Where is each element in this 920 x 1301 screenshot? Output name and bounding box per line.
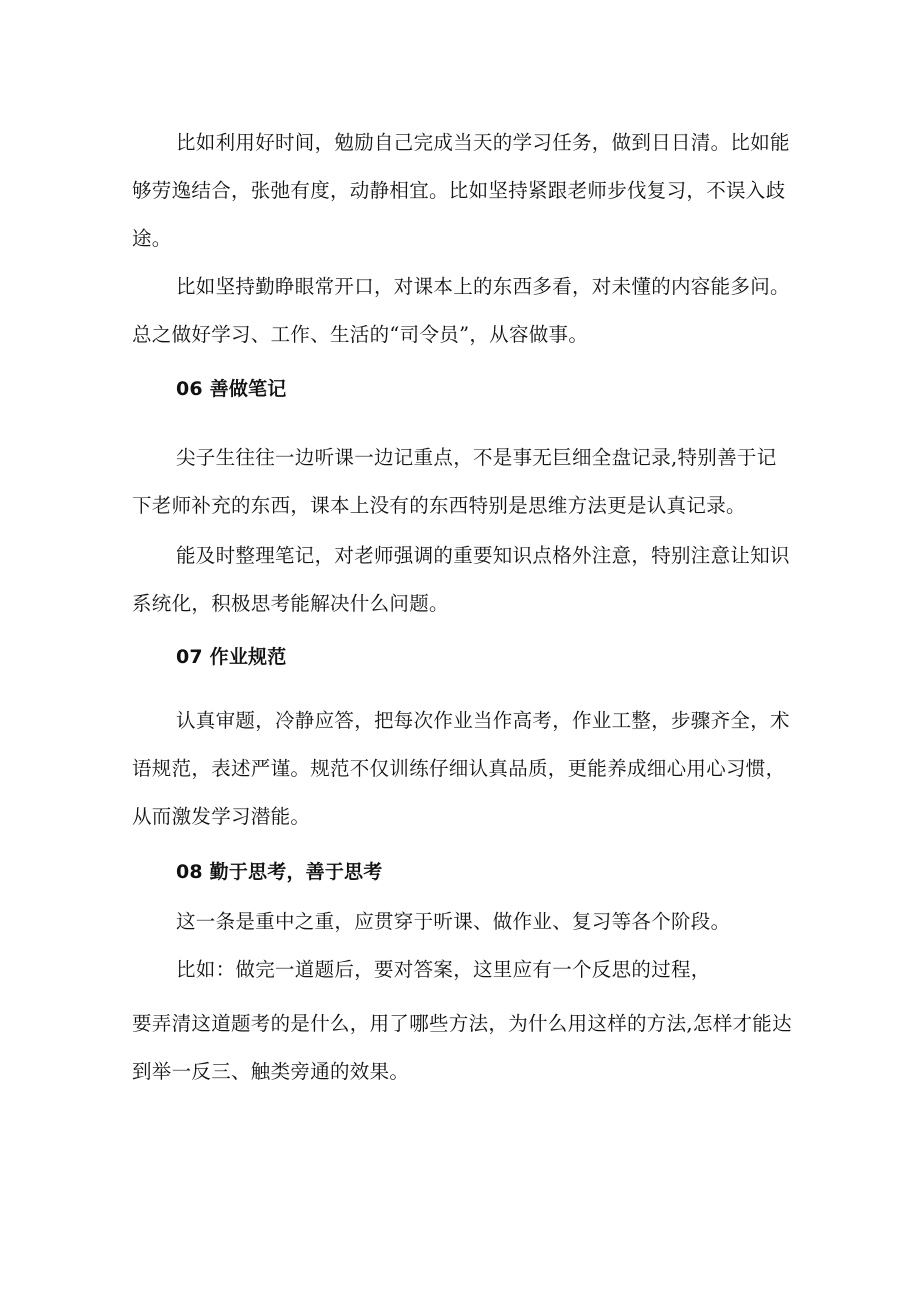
intro-paragraph-2-block xyxy=(132,263,794,359)
intro-paragraph-2: 比如坚持勤睁眼常开口，对课本上的东西多看，对未懂的内容能多问。总之做好学习、工作、生活的“司令员”，从容做事。 xyxy=(132,275,790,346)
section-08-paragraph-1: 这一条是重中之重，应贯穿于听课、做作业、复习等各个阶段。 xyxy=(176,910,731,933)
section-06-paragraph-1: 尖子生往往一边听课一边记重点，不是事无巨细全盘记录,特别善于记下老师补充的东西，课本上没有的东西特别是思维方法更是认真记录。 xyxy=(132,446,777,517)
section-06-paragraph-2-block xyxy=(132,532,794,628)
section-08-paragraph-3: 要弄清这道题考的是什么，用了哪些方法，为什么用这样的方法,怎样才能达到举一反三、触类旁通的效果。 xyxy=(132,1012,792,1083)
section-07-paragraph-1: 认真审题，冷静应答，把每次作业当作高考，作业工整，步骤齐全，术语规范，表述严谨。规范不仅训练仔细认真品质，更能养成细心用心习惯，从而激发学习潜能。 xyxy=(132,709,790,828)
section-06-paragraph-2: 能及时整理笔记，对老师强调的重要知识点格外注意，特别注意让知识系统化，积极思考能解决什么问题。 xyxy=(132,544,790,615)
section-08-paragraph-3-block xyxy=(132,1000,794,1096)
section-08-paragraph-2-block xyxy=(132,946,794,994)
heading-06: 06 善做笔记 xyxy=(176,378,287,400)
section-08-paragraph-2: 比如：做完一道题后，要对答案，这里应有一个反思的过程， xyxy=(176,958,711,981)
intro-paragraph-1: 比如利用好时间，勉励自己完成当天的学习任务，做到日日清。比如能够劳逸结合，张弛有度，动静相宜。比如坚持紧跟老师步伐复习，不误入歧途。 xyxy=(132,131,790,250)
heading-07: 07 作业规范 xyxy=(176,646,287,668)
section-06-paragraph-1-block xyxy=(132,434,794,530)
section-07-paragraph-1-block xyxy=(132,697,794,841)
heading-08: 08 勤于思考，善于思考 xyxy=(176,861,383,883)
section-08-paragraph-1-block xyxy=(132,898,794,946)
intro-paragraph-1-block xyxy=(132,119,794,263)
